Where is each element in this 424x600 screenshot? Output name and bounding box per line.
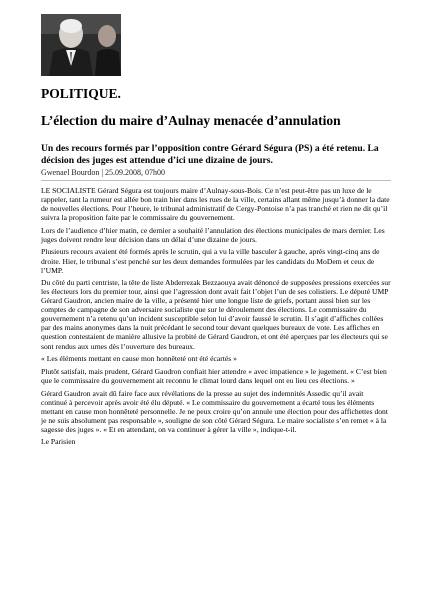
separator-rule (41, 180, 391, 181)
body-paragraph: Gérard Gaudron avait dû faire face aux révélations de la presse au sujet des indemnités Assedic qu’il avait continué à percevoir après avoir été élu député. « Le commissaire du gouvernement a écarté tous les éléments mettant en cause mon honnêteté personnelle. Je ne peux croire qu’on annule une élection pour des affichettes dont je ne suis absolument pas responsable », souligne de son côté Gérard Ségura. Le maire socialiste s’en remet « à la sagesse des juges ». « Et en attendant, on va continuer à gérer la ville », indique-t-il. (41, 388, 388, 434)
article-body (41, 186, 391, 450)
intertitle-quote: « Les éléments mettant en cause mon honnêteté ont été écartés » (41, 354, 237, 364)
body-paragraph: Du côté du parti centriste, la tête de liste Abderrezak Bezzaouya avait dénoncé de supposées pressions exercées sur les électeurs lors du premier tour, ainsi que l’agression dont avait fait l’objet l’un de ses colistiers. Le député UMP Gérard Gaudron, ancien maire de la ville, a présenté hier une longue liste de griefs, portant aussi bien sur les comptes de campagne de son adversaire socialiste que sur le déroulement des élections. Le commissaire du gouvernement n’a retenu qu’un incident susceptible selon lui d’avoir faussé le scrutin. Il s’agit d’affiches collées par des mains anonymes dans la nuit précédant le second tour devant quelques bureaux de vote. Les affiches en question contestaient de manière allusive la probité de Gérard Gaudron, et ont été aperçues par les électeurs qui se sont rendus aux urnes dès l’ouverture des bureaux. (41, 278, 391, 351)
body-paragraph: Plusieurs recours avaient été formés après le scrutin, qui a vu la ville basculer à gauche, après vingt-cinq ans de droite. Hier, le tribunal s’est penché sur les deux demandes formulées par les candidats du MoDem et ceux de l’UMP. (41, 247, 380, 275)
body-paragraph: Lors de l’audience d’hier matin, ce dernier a souhaité l’annulation des élections municipales de mars dernier. Les juges doivent rendre leur décision dans un délai d’une dizaine de jours. (41, 225, 385, 244)
section-label: POLITIQUE. (41, 86, 121, 101)
article-byline: Gwenael Bourdon | 25.09.2008, 07h00 (41, 168, 166, 177)
article-title: L’élection du maire d’Aulnay menacée d’annulation (41, 113, 341, 128)
article-photo (41, 14, 121, 76)
article-standfirst: Un des recours formés par l’opposition contre Gérard Ségura (PS) a été retenu. La décision des juges est attendue d’ici une dizaine de jours. (41, 143, 379, 166)
portrait-photo-image (41, 14, 121, 76)
article-source: Le Parisien (41, 437, 76, 447)
body-paragraph: Plutôt satisfait, mais prudent, Gérard Gaudron confiait hier attendre « avec impatience » le jugement. « C’est bien que le commissaire du gouvernement ait reconnu le climat lourd dans lequel ont eu lieu ces élections. » (41, 366, 387, 385)
body-paragraph: LE SOCIALISTE Gérard Ségura est toujours maire d’Aulnay-sous-Bois. Ce n’est peut-être pas un luxe de le rappeler, tant la rumeur est allée bon train hier dans les rues de la ville, certains allant même jusqu’à donner la date de nouvelles élections. Pour l’heure, le tribunal administratif de Cergy-Pontoise n’a pas tranché et rien ne dit qu’il suivra la proposition faite par le commissaire du gouvernement. (41, 186, 390, 223)
